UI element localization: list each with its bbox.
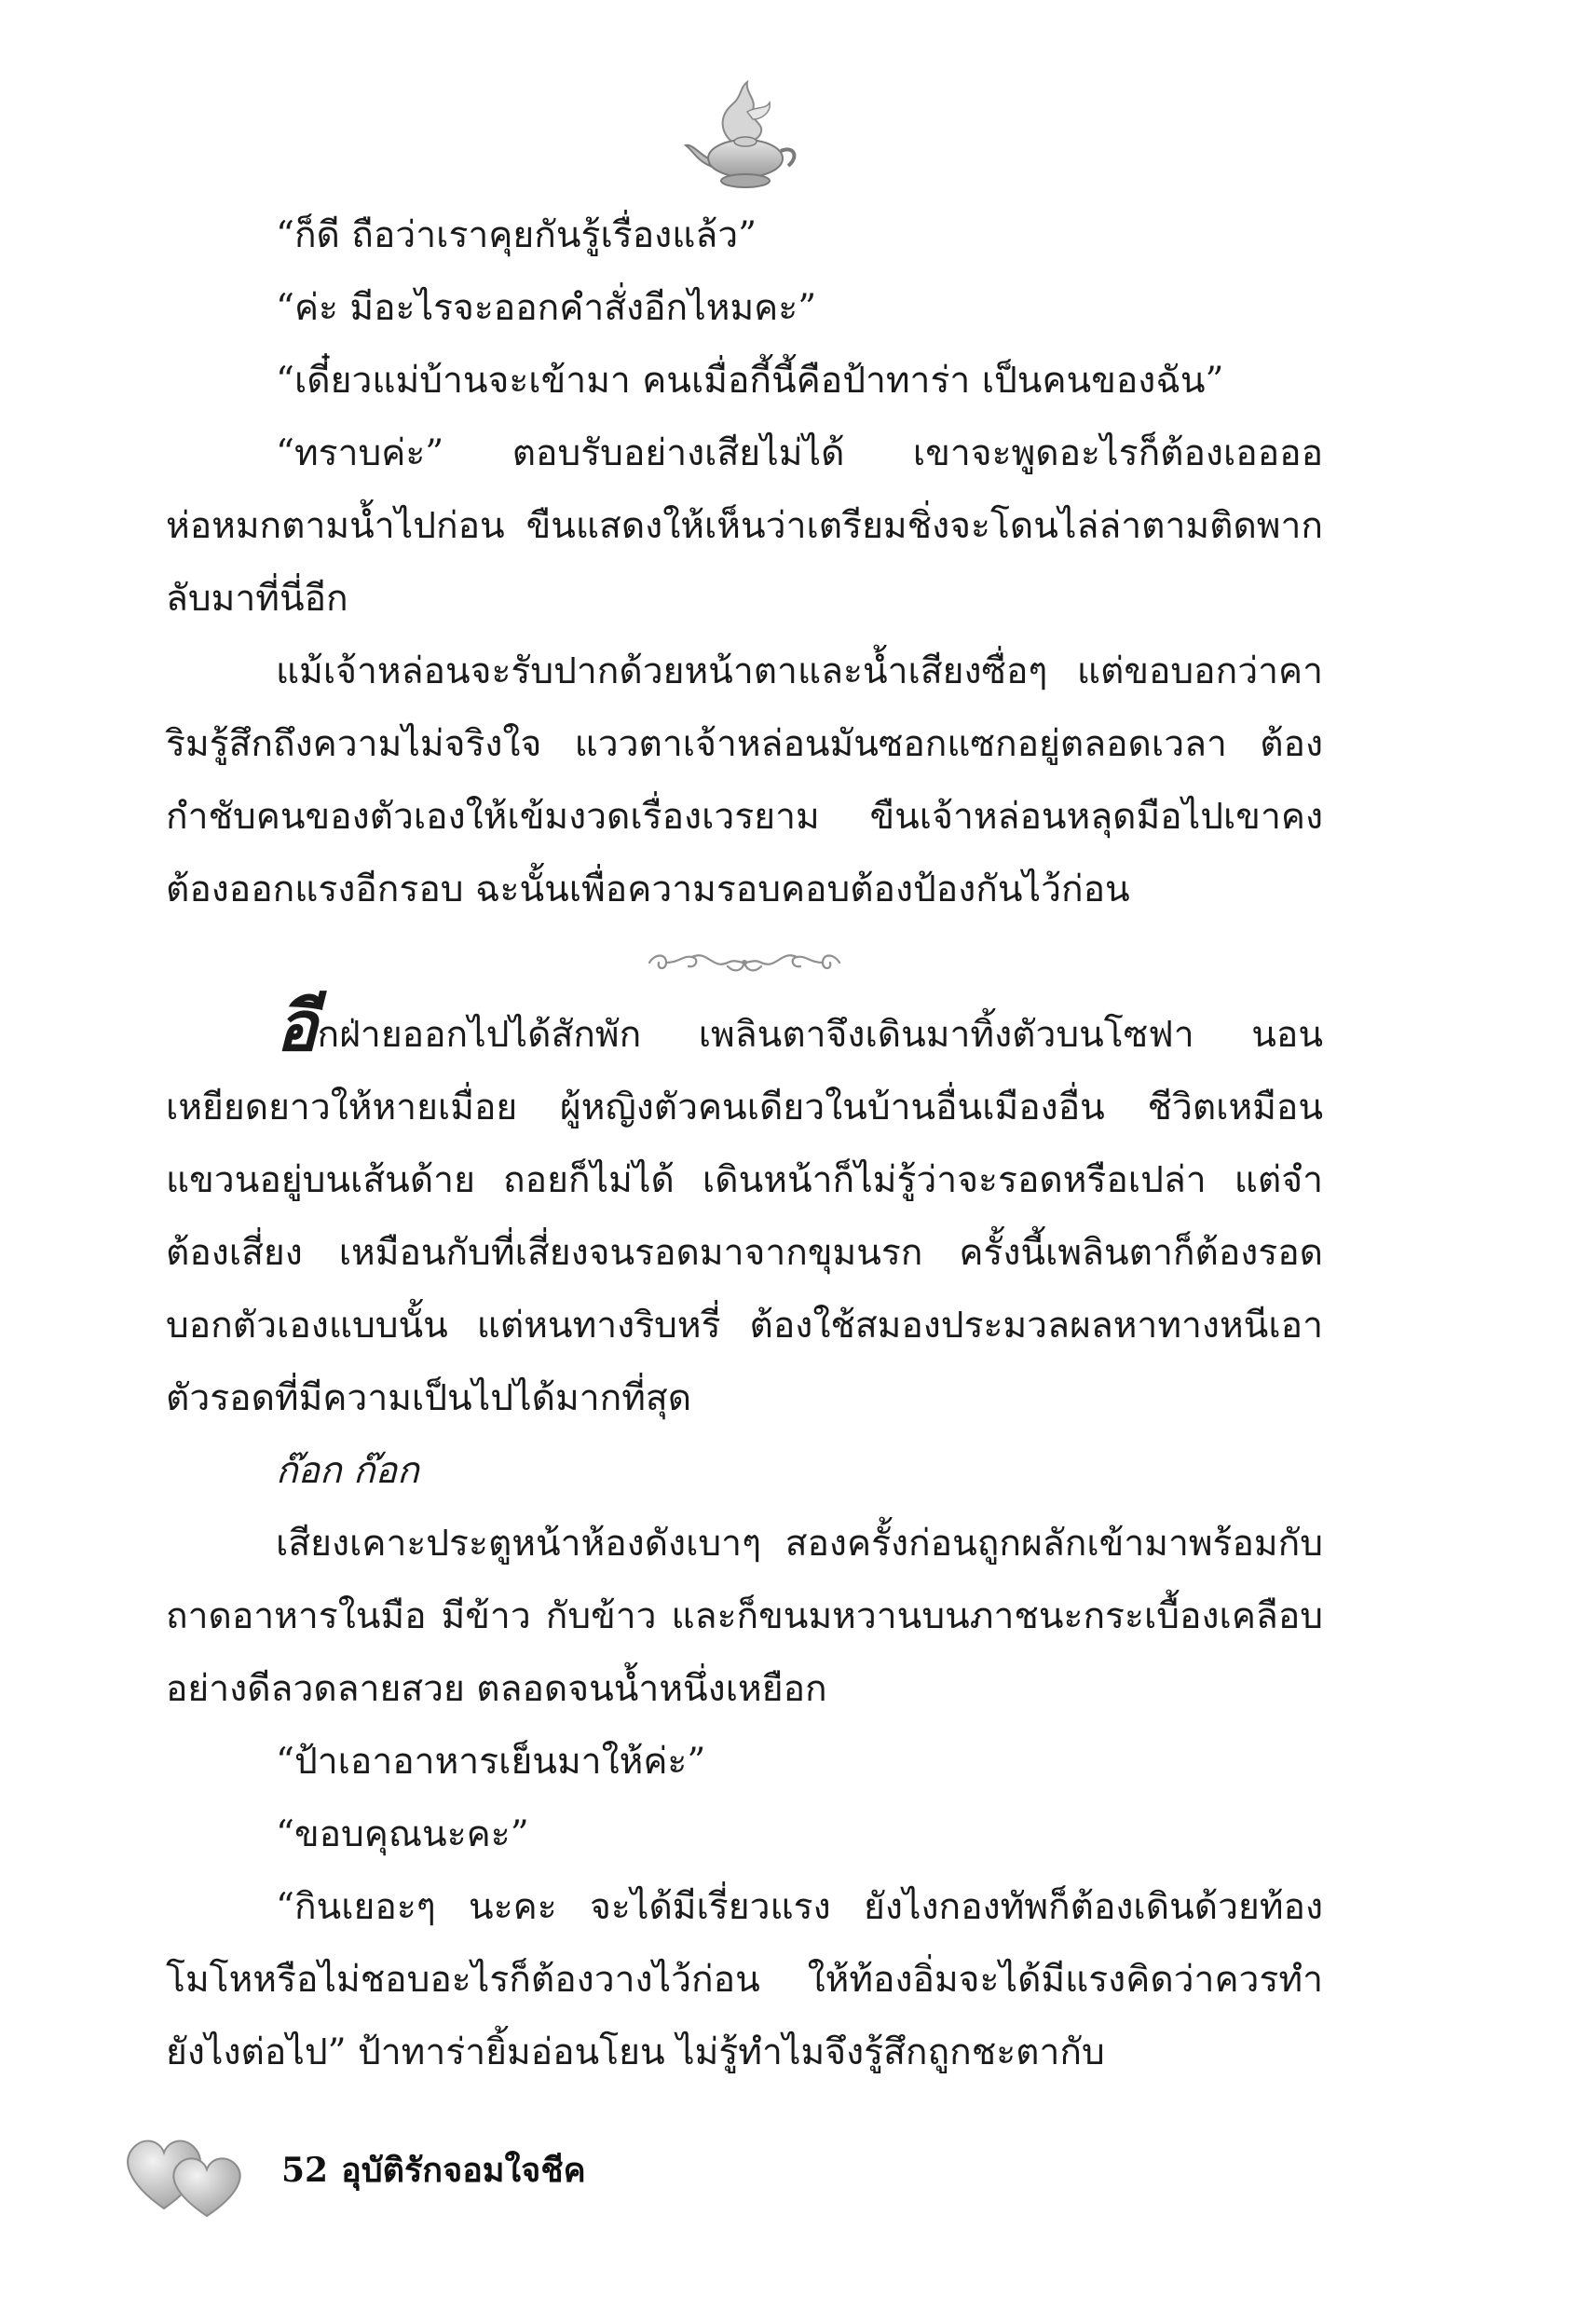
section-divider: [166, 926, 1323, 999]
page-number: 52: [281, 2151, 329, 2190]
scroll-ornament-icon: [642, 942, 847, 983]
paragraph: “ก็ดี ถือว่าเราคุยกันรู้เรื่องแล้ว”: [276, 214, 757, 256]
paragraph: “เดี๋ยวแม่บ้านจะเข้ามา คนเมื่อกี้นี้คือป้าทาร่า เป็นคนของฉัน”: [276, 360, 1224, 402]
paragraph: “ค่ะ มีอะไรจะออกคำสั่งอีกไหมคะ”: [276, 287, 817, 329]
dropcap-paragraph-text: กฝ่ายออกไปได้สักพัก เพลินตาจึงเดินมาทิ้งตัวบนโซฟา นอนเหยียดยาวให้หายเมื่อย ผู้หญิงตัวคนเดียวในบ้านอื่นเมืองอื่น ชีวิตเหมือนแขวนอยู่บนเส้นด้าย ถอยก็ไม่ได้ เดินหน้าก็ไม่รู้ว่าจะรอดหรือเปล่า แต่จำต้องเสี่ยง เหมือนกับที่เสี่ยงจนรอดมาจากขุมนรก ครั้งนี้เพลินตาก็ต้องรอด บอกตัวเองแบบนั้น แต่หนทางริบหรี่ ต้องใช้สมองประมวลผลหาทางหนีเอาตัวรอดที่มีความเป็นไปได้มากที่สุด: [166, 1014, 1323, 1419]
magic-lamp-icon: [680, 78, 811, 199]
paragraph: แม้เจ้าหล่อนจะรับปากด้วยหน้าตาและน้ำเสียงซื่อๆ แต่ขอบอกว่าคาริมรู้สึกถึงความไม่จริงใจ แววตาเจ้าหล่อนมันซอกแซกอยู่ตลอดเวลา ต้องกำชับคนของตัวเองให้เข้มงวดเรื่องเวรยาม ขืนเจ้าหล่อนหลุดมือไปเขาคงต้องออกแรงอีกรอบ ฉะนั้นเพื่อความรอบคอบต้องป้องกันไว้ก่อน: [166, 650, 1323, 910]
sound-effect-line: ก๊อก ก๊อก: [276, 1450, 419, 1492]
paragraph: “ป้าเอาอาหารเย็นมาให้ค่ะ”: [276, 1741, 706, 1783]
book-title: อุบัติรักจอมใจชีค: [341, 2151, 586, 2190]
paragraph: “ขอบคุณนะคะ”: [276, 1813, 529, 1855]
paragraph: “ทราบค่ะ” ตอบรับอย่างเสียไม่ได้ เขาจะพูดอะไรก็ต้องเออออห่อหมกตามน้ำไปก่อน ขืนแสดงให้เห็นว่าเตรียมชิ่งจะโดนไล่ล่าตามติดพากลับมาที่นี่อีก: [166, 432, 1323, 620]
page-footer: [281, 2143, 586, 2196]
paragraph: “กินเยอะๆ นะคะ จะได้มีเรี่ยวแรง ยังไงกองทัพก็ต้องเดินด้วยท้อง โมโหหรือไม่ชอบอะไรก็ต้องวางไว้ก่อน ให้ท้องอิ่มจะได้มีแรงคิดว่าควรทำยังไงต่อไป” ป้าทาร่ายิ้มอ่อนโยน ไม่รู้ทำไมจึงรู้สึกถูกชะตากับ: [166, 1886, 1323, 2073]
body-text: [166, 199, 1323, 2089]
drop-cap: อี: [276, 987, 318, 1067]
hearts-icon: [117, 2126, 257, 2220]
paragraph: เสียงเคาะประตูหน้าห้องดังเบาๆ สองครั้งก่อนถูกผลักเข้ามาพร้อมกับถาดอาหารในมือ มีข้าว กับข้าว และก็ขนมหวานบนภาชนะกระเบื้องเคลือบอย่างดีลวดลายสวย ตลอดจนน้ำหนึ่งเหยือก: [166, 1523, 1323, 1710]
dropcap-paragraph: [166, 987, 1323, 1435]
